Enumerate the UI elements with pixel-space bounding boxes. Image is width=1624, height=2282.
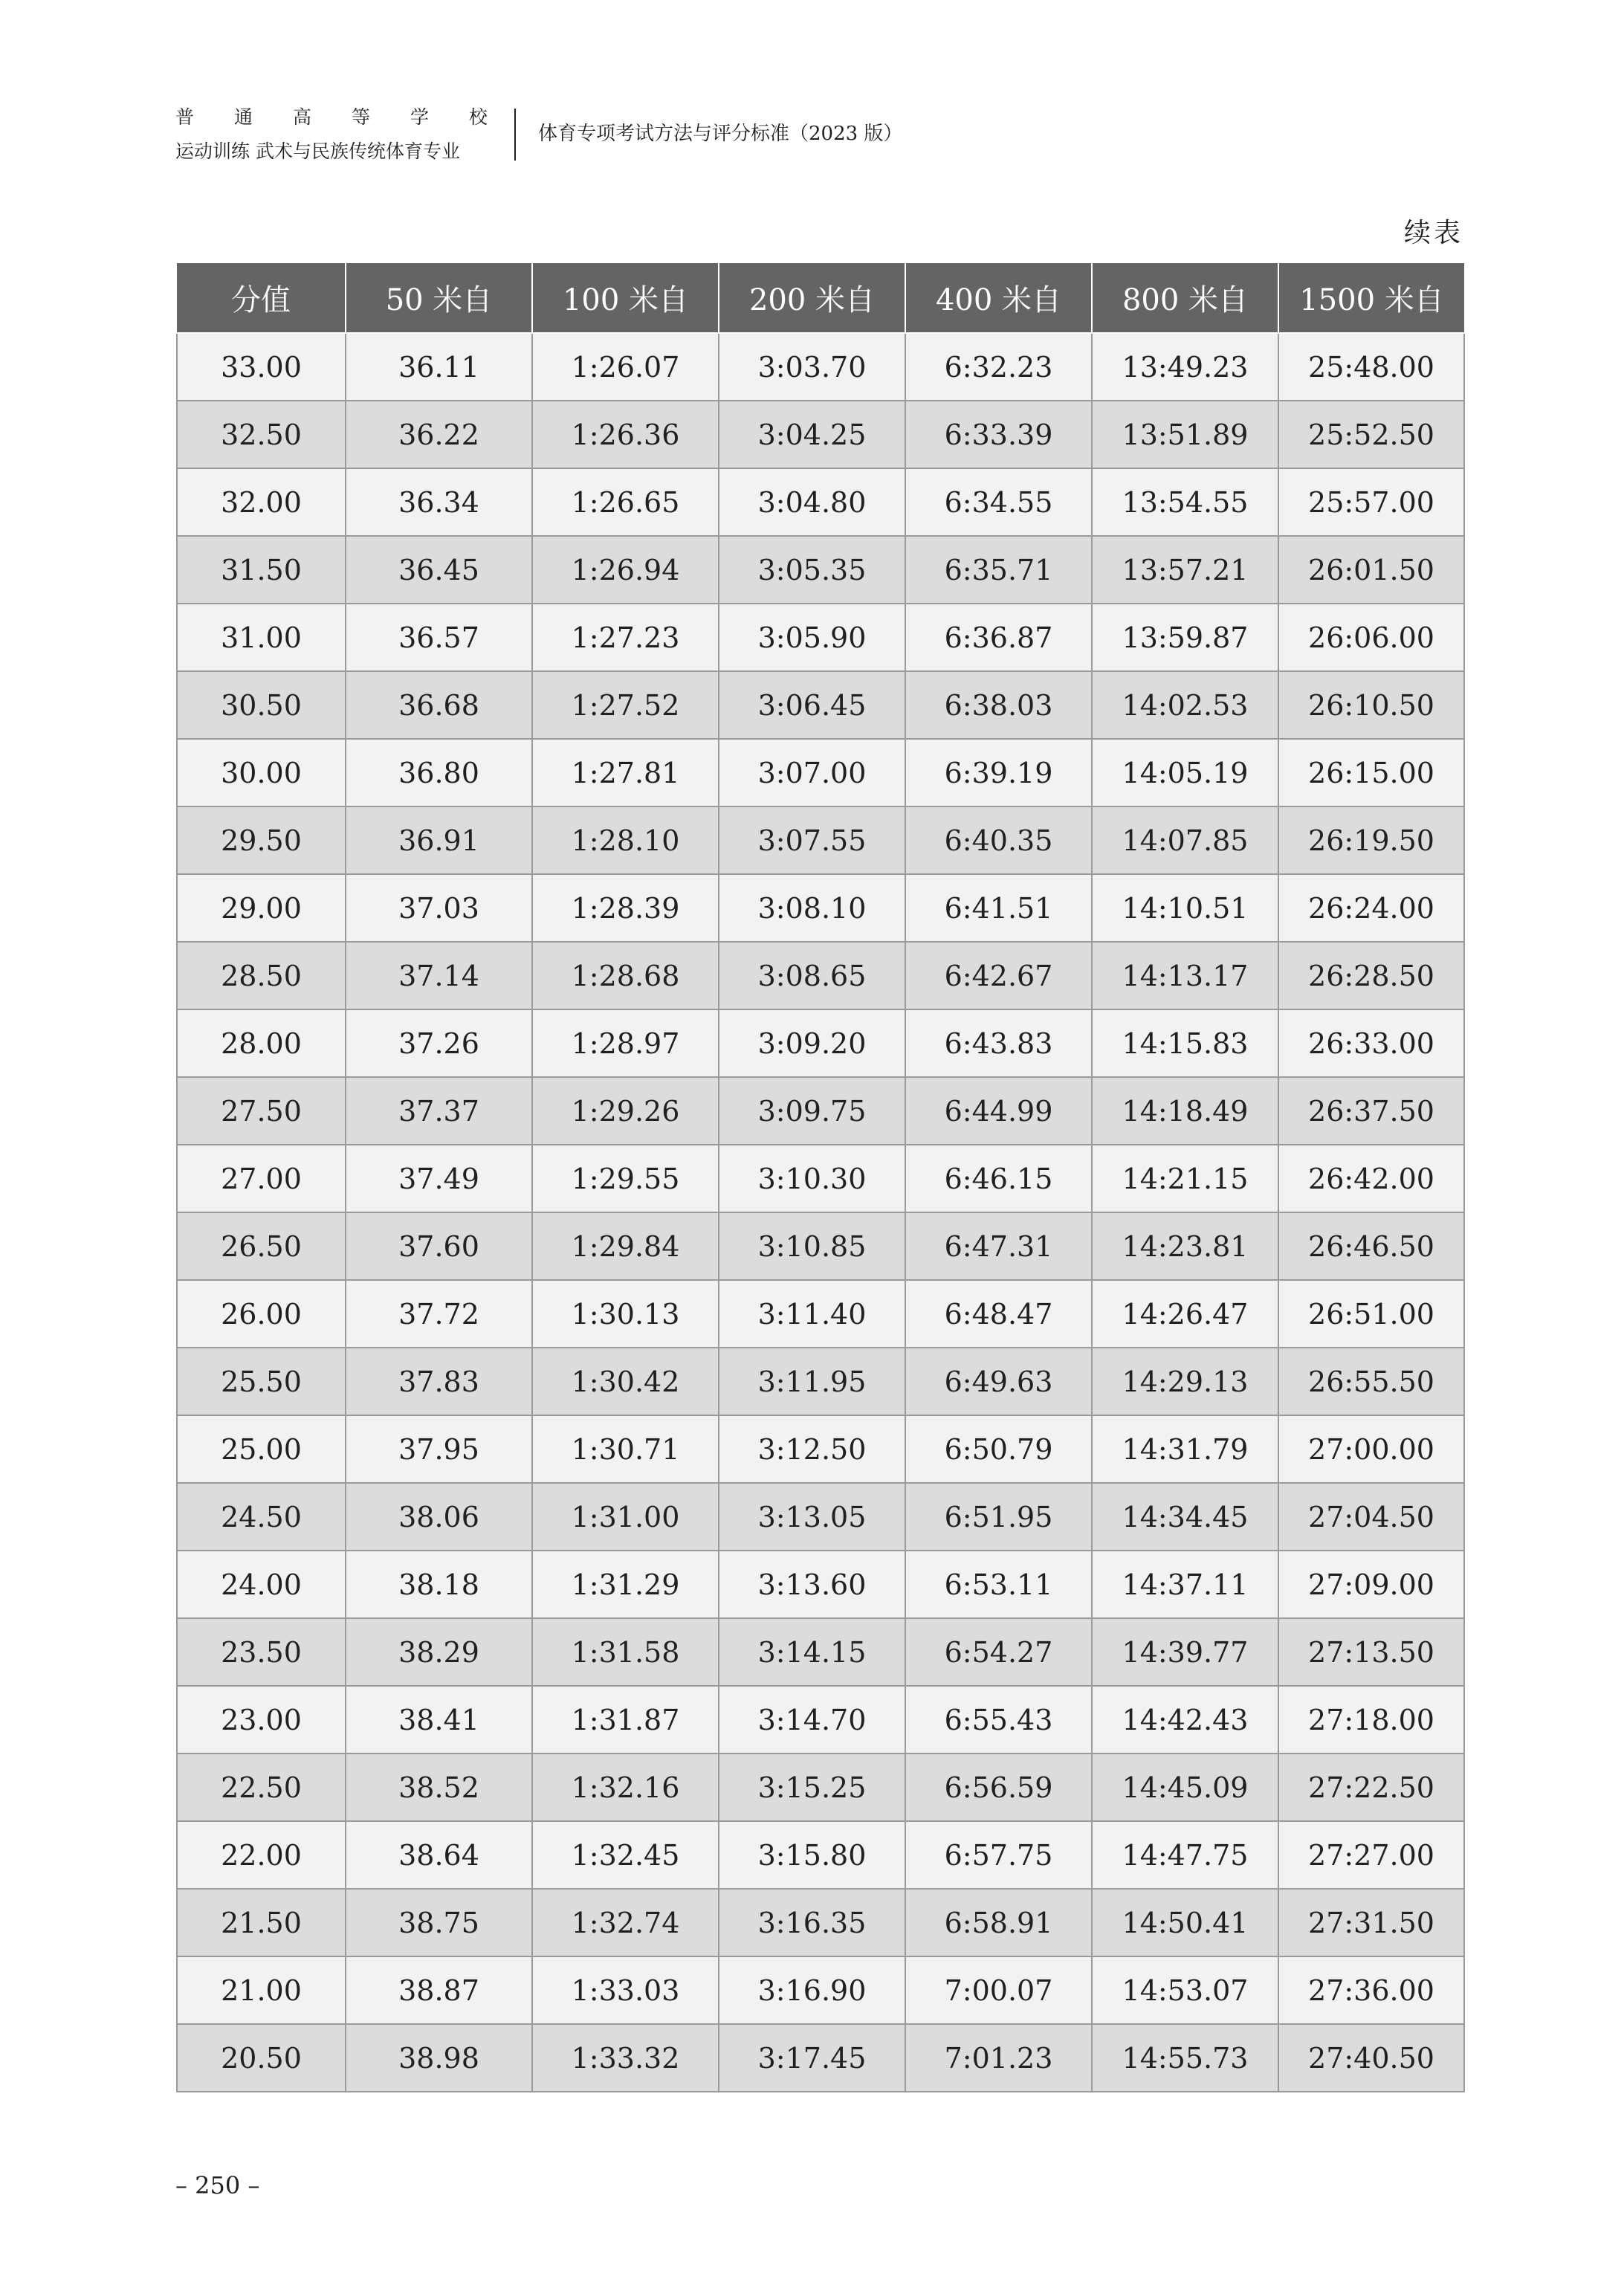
time-cell: 6:47.31 bbox=[905, 1212, 1092, 1280]
school-char: 通 bbox=[233, 106, 253, 128]
time-cell: 7:01.23 bbox=[905, 2024, 1092, 2092]
score-cell: 24.00 bbox=[177, 1551, 346, 1618]
time-cell: 3:10.85 bbox=[719, 1212, 905, 1280]
time-cell: 38.98 bbox=[346, 2024, 532, 2092]
time-cell: 14:42.43 bbox=[1092, 1686, 1278, 1753]
school-char: 校 bbox=[468, 106, 488, 128]
time-cell: 26:06.00 bbox=[1278, 604, 1464, 671]
time-cell: 14:13.17 bbox=[1092, 942, 1278, 1009]
time-cell: 3:10.30 bbox=[719, 1145, 905, 1212]
table-row bbox=[177, 1753, 1464, 1821]
time-cell: 1:27.52 bbox=[532, 671, 719, 739]
table-row bbox=[177, 1483, 1464, 1551]
time-cell: 27:36.00 bbox=[1278, 1956, 1464, 2024]
score-cell: 20.50 bbox=[177, 2024, 346, 2092]
score-cell: 29.00 bbox=[177, 874, 346, 942]
time-cell: 36.91 bbox=[346, 807, 532, 874]
score-cell: 26.00 bbox=[177, 1280, 346, 1348]
time-cell: 37.14 bbox=[346, 942, 532, 1009]
time-cell: 1:26.36 bbox=[532, 401, 719, 468]
time-cell: 14:53.07 bbox=[1092, 1956, 1278, 2024]
time-cell: 6:51.95 bbox=[905, 1483, 1092, 1551]
time-cell: 27:18.00 bbox=[1278, 1686, 1464, 1753]
table-row bbox=[177, 807, 1464, 874]
time-cell: 14:02.53 bbox=[1092, 671, 1278, 739]
time-cell: 3:11.95 bbox=[719, 1348, 905, 1415]
score-cell: 24.50 bbox=[177, 1483, 346, 1551]
time-cell: 13:59.87 bbox=[1092, 604, 1278, 671]
school-char: 高 bbox=[292, 106, 311, 128]
time-cell: 1:31.87 bbox=[532, 1686, 719, 1753]
table-row bbox=[177, 1280, 1464, 1348]
time-cell: 3:17.45 bbox=[719, 2024, 905, 2092]
time-cell: 26:42.00 bbox=[1278, 1145, 1464, 1212]
time-cell: 36.80 bbox=[346, 739, 532, 807]
score-cell: 32.00 bbox=[177, 468, 346, 536]
school-type-label bbox=[175, 104, 488, 131]
time-cell: 3:07.55 bbox=[719, 807, 905, 874]
time-cell: 3:12.50 bbox=[719, 1415, 905, 1483]
time-cell: 3:06.45 bbox=[719, 671, 905, 739]
table-row bbox=[177, 2024, 1464, 2092]
score-cell: 21.00 bbox=[177, 1956, 346, 2024]
time-cell: 37.60 bbox=[346, 1212, 532, 1280]
table-row bbox=[177, 874, 1464, 942]
time-cell: 25:57.00 bbox=[1278, 468, 1464, 536]
time-cell: 6:42.67 bbox=[905, 942, 1092, 1009]
time-cell: 37.83 bbox=[346, 1348, 532, 1415]
time-cell: 3:14.15 bbox=[719, 1618, 905, 1686]
time-cell: 26:55.50 bbox=[1278, 1348, 1464, 1415]
time-cell: 27:00.00 bbox=[1278, 1415, 1464, 1483]
time-cell: 1:32.16 bbox=[532, 1753, 719, 1821]
table-row bbox=[177, 1821, 1464, 1889]
table-row bbox=[177, 942, 1464, 1009]
time-cell: 37.03 bbox=[346, 874, 532, 942]
time-cell: 6:35.71 bbox=[905, 536, 1092, 604]
table-row bbox=[177, 1348, 1464, 1415]
time-cell: 38.64 bbox=[346, 1821, 532, 1889]
time-cell: 14:10.51 bbox=[1092, 874, 1278, 942]
time-cell: 27:40.50 bbox=[1278, 2024, 1464, 2092]
major-label: 运动训练 武术与民族传统体育专业 bbox=[175, 140, 460, 162]
time-cell: 27:22.50 bbox=[1278, 1753, 1464, 1821]
time-cell: 13:57.21 bbox=[1092, 536, 1278, 604]
score-cell: 27.50 bbox=[177, 1077, 346, 1145]
time-cell: 37.37 bbox=[346, 1077, 532, 1145]
time-cell: 14:31.79 bbox=[1092, 1415, 1278, 1483]
column-header: 50 米自 bbox=[346, 263, 532, 333]
time-cell: 14:18.49 bbox=[1092, 1077, 1278, 1145]
school-char: 普 bbox=[175, 106, 195, 128]
time-cell: 38.52 bbox=[346, 1753, 532, 1821]
time-cell: 1:31.29 bbox=[532, 1551, 719, 1618]
time-cell: 13:51.89 bbox=[1092, 401, 1278, 468]
column-header: 200 米自 bbox=[719, 263, 905, 333]
time-cell: 7:00.07 bbox=[905, 1956, 1092, 2024]
time-cell: 14:05.19 bbox=[1092, 739, 1278, 807]
time-cell: 6:56.59 bbox=[905, 1753, 1092, 1821]
table-row bbox=[177, 1009, 1464, 1077]
time-cell: 1:26.65 bbox=[532, 468, 719, 536]
time-cell: 3:13.05 bbox=[719, 1483, 905, 1551]
time-cell: 1:28.10 bbox=[532, 807, 719, 874]
time-cell: 1:29.55 bbox=[532, 1145, 719, 1212]
time-cell: 1:29.84 bbox=[532, 1212, 719, 1280]
time-cell: 14:15.83 bbox=[1092, 1009, 1278, 1077]
time-cell: 1:31.00 bbox=[532, 1483, 719, 1551]
time-cell: 6:55.43 bbox=[905, 1686, 1092, 1753]
time-cell: 3:03.70 bbox=[719, 333, 905, 401]
time-cell: 13:54.55 bbox=[1092, 468, 1278, 536]
score-cell: 26.50 bbox=[177, 1212, 346, 1280]
time-cell: 1:32.45 bbox=[532, 1821, 719, 1889]
time-cell: 1:30.71 bbox=[532, 1415, 719, 1483]
time-cell: 37.72 bbox=[346, 1280, 532, 1348]
score-cell: 33.00 bbox=[177, 333, 346, 401]
score-cell: 28.00 bbox=[177, 1009, 346, 1077]
time-cell: 14:21.15 bbox=[1092, 1145, 1278, 1212]
score-table bbox=[176, 263, 1465, 2092]
time-cell: 14:50.41 bbox=[1092, 1889, 1278, 1956]
score-cell: 31.00 bbox=[177, 604, 346, 671]
time-cell: 25:52.50 bbox=[1278, 401, 1464, 468]
time-cell: 6:41.51 bbox=[905, 874, 1092, 942]
time-cell: 26:01.50 bbox=[1278, 536, 1464, 604]
time-cell: 1:33.03 bbox=[532, 1956, 719, 2024]
time-cell: 38.75 bbox=[346, 1889, 532, 1956]
time-cell: 3:09.20 bbox=[719, 1009, 905, 1077]
time-cell: 14:34.45 bbox=[1092, 1483, 1278, 1551]
time-cell: 3:08.65 bbox=[719, 942, 905, 1009]
time-cell: 14:47.75 bbox=[1092, 1821, 1278, 1889]
time-cell: 36.45 bbox=[346, 536, 532, 604]
time-cell: 14:23.81 bbox=[1092, 1212, 1278, 1280]
time-cell: 1:28.97 bbox=[532, 1009, 719, 1077]
school-char: 学 bbox=[410, 106, 429, 128]
table-row bbox=[177, 333, 1464, 401]
time-cell: 27:04.50 bbox=[1278, 1483, 1464, 1551]
table-row bbox=[177, 739, 1464, 807]
table-row bbox=[177, 1889, 1464, 1956]
column-header: 100 米自 bbox=[532, 263, 719, 333]
time-cell: 6:57.75 bbox=[905, 1821, 1092, 1889]
time-cell: 37.26 bbox=[346, 1009, 532, 1077]
time-cell: 3:08.10 bbox=[719, 874, 905, 942]
time-cell: 6:36.87 bbox=[905, 604, 1092, 671]
score-cell: 30.50 bbox=[177, 671, 346, 739]
score-cell: 30.00 bbox=[177, 739, 346, 807]
table-row bbox=[177, 401, 1464, 468]
table-row bbox=[177, 1686, 1464, 1753]
time-cell: 6:34.55 bbox=[905, 468, 1092, 536]
time-cell: 26:24.00 bbox=[1278, 874, 1464, 942]
column-header: 400 米自 bbox=[905, 263, 1092, 333]
time-cell: 1:31.58 bbox=[532, 1618, 719, 1686]
time-cell: 14:39.77 bbox=[1092, 1618, 1278, 1686]
score-cell: 22.50 bbox=[177, 1753, 346, 1821]
time-cell: 13:49.23 bbox=[1092, 333, 1278, 401]
time-cell: 6:58.91 bbox=[905, 1889, 1092, 1956]
time-cell: 6:33.39 bbox=[905, 401, 1092, 468]
time-cell: 1:28.39 bbox=[532, 874, 719, 942]
time-cell: 14:07.85 bbox=[1092, 807, 1278, 874]
time-cell: 26:33.00 bbox=[1278, 1009, 1464, 1077]
table-row bbox=[177, 1956, 1464, 2024]
score-cell: 28.50 bbox=[177, 942, 346, 1009]
time-cell: 3:05.90 bbox=[719, 604, 905, 671]
time-cell: 27:31.50 bbox=[1278, 1889, 1464, 1956]
time-cell: 14:26.47 bbox=[1092, 1280, 1278, 1348]
time-cell: 1:27.23 bbox=[532, 604, 719, 671]
time-cell: 1:30.42 bbox=[532, 1348, 719, 1415]
time-cell: 3:14.70 bbox=[719, 1686, 905, 1753]
time-cell: 27:13.50 bbox=[1278, 1618, 1464, 1686]
time-cell: 3:16.90 bbox=[719, 1956, 905, 2024]
time-cell: 38.29 bbox=[346, 1618, 532, 1686]
time-cell: 37.49 bbox=[346, 1145, 532, 1212]
time-cell: 3:04.80 bbox=[719, 468, 905, 536]
score-cell: 25.00 bbox=[177, 1415, 346, 1483]
time-cell: 36.57 bbox=[346, 604, 532, 671]
time-cell: 1:27.81 bbox=[532, 739, 719, 807]
time-cell: 6:53.11 bbox=[905, 1551, 1092, 1618]
time-cell: 26:46.50 bbox=[1278, 1212, 1464, 1280]
time-cell: 1:29.26 bbox=[532, 1077, 719, 1145]
page-number: – 250 – bbox=[175, 2171, 260, 2199]
time-cell: 38.41 bbox=[346, 1686, 532, 1753]
time-cell: 26:10.50 bbox=[1278, 671, 1464, 739]
time-cell: 14:29.13 bbox=[1092, 1348, 1278, 1415]
time-cell: 36.11 bbox=[346, 333, 532, 401]
time-cell: 26:15.00 bbox=[1278, 739, 1464, 807]
time-cell: 38.06 bbox=[346, 1483, 532, 1551]
time-cell: 6:50.79 bbox=[905, 1415, 1092, 1483]
time-cell: 26:51.00 bbox=[1278, 1280, 1464, 1348]
score-cell: 21.50 bbox=[177, 1889, 346, 1956]
time-cell: 1:32.74 bbox=[532, 1889, 719, 1956]
time-cell: 38.87 bbox=[346, 1956, 532, 2024]
time-cell: 6:32.23 bbox=[905, 333, 1092, 401]
score-cell: 23.50 bbox=[177, 1618, 346, 1686]
running-header-left bbox=[175, 104, 495, 168]
time-cell: 3:13.60 bbox=[719, 1551, 905, 1618]
continued-label: 续表 bbox=[1403, 218, 1463, 248]
score-cell: 32.50 bbox=[177, 401, 346, 468]
time-cell: 26:37.50 bbox=[1278, 1077, 1464, 1145]
time-cell: 36.22 bbox=[346, 401, 532, 468]
score-cell: 25.50 bbox=[177, 1348, 346, 1415]
time-cell: 36.34 bbox=[346, 468, 532, 536]
time-cell: 6:38.03 bbox=[905, 671, 1092, 739]
school-char: 等 bbox=[351, 106, 370, 128]
table-row bbox=[177, 1145, 1464, 1212]
time-cell: 6:39.19 bbox=[905, 739, 1092, 807]
time-cell: 1:30.13 bbox=[532, 1280, 719, 1348]
time-cell: 6:40.35 bbox=[905, 807, 1092, 874]
time-cell: 37.95 bbox=[346, 1415, 532, 1483]
score-cell: 23.00 bbox=[177, 1686, 346, 1753]
score-cell: 29.50 bbox=[177, 807, 346, 874]
time-cell: 14:37.11 bbox=[1092, 1551, 1278, 1618]
time-cell: 6:44.99 bbox=[905, 1077, 1092, 1145]
table-body bbox=[177, 333, 1464, 2092]
score-cell: 22.00 bbox=[177, 1821, 346, 1889]
column-header: 1500 米自 bbox=[1278, 263, 1464, 333]
time-cell: 27:27.00 bbox=[1278, 1821, 1464, 1889]
time-cell: 3:05.35 bbox=[719, 536, 905, 604]
time-cell: 1:33.32 bbox=[532, 2024, 719, 2092]
score-cell: 31.50 bbox=[177, 536, 346, 604]
time-cell: 3:09.75 bbox=[719, 1077, 905, 1145]
time-cell: 1:26.07 bbox=[532, 333, 719, 401]
table-row bbox=[177, 536, 1464, 604]
time-cell: 3:07.00 bbox=[719, 739, 905, 807]
time-cell: 14:55.73 bbox=[1092, 2024, 1278, 2092]
table-row bbox=[177, 671, 1464, 739]
time-cell: 3:11.40 bbox=[719, 1280, 905, 1348]
time-cell: 6:43.83 bbox=[905, 1009, 1092, 1077]
table-row bbox=[177, 1415, 1464, 1483]
time-cell: 3:15.80 bbox=[719, 1821, 905, 1889]
score-cell: 27.00 bbox=[177, 1145, 346, 1212]
time-cell: 26:19.50 bbox=[1278, 807, 1464, 874]
table-row bbox=[177, 604, 1464, 671]
running-header-title: 体育专项考试方法与评分标准（2023 版） bbox=[538, 123, 903, 145]
time-cell: 6:48.47 bbox=[905, 1280, 1092, 1348]
time-cell: 3:16.35 bbox=[719, 1889, 905, 1956]
time-cell: 3:15.25 bbox=[719, 1753, 905, 1821]
time-cell: 25:48.00 bbox=[1278, 333, 1464, 401]
time-cell: 6:46.15 bbox=[905, 1145, 1092, 1212]
column-header: 800 米自 bbox=[1092, 263, 1278, 333]
time-cell: 1:26.94 bbox=[532, 536, 719, 604]
time-cell: 3:04.25 bbox=[719, 401, 905, 468]
column-header: 分值 bbox=[177, 263, 346, 333]
table-row bbox=[177, 1551, 1464, 1618]
table-row bbox=[177, 1618, 1464, 1686]
table-row bbox=[177, 1212, 1464, 1280]
table-row bbox=[177, 1077, 1464, 1145]
time-cell: 38.18 bbox=[346, 1551, 532, 1618]
time-cell: 1:28.68 bbox=[532, 942, 719, 1009]
time-cell: 36.68 bbox=[346, 671, 532, 739]
time-cell: 27:09.00 bbox=[1278, 1551, 1464, 1618]
time-cell: 26:28.50 bbox=[1278, 942, 1464, 1009]
time-cell: 14:45.09 bbox=[1092, 1753, 1278, 1821]
time-cell: 6:49.63 bbox=[905, 1348, 1092, 1415]
time-cell: 6:54.27 bbox=[905, 1618, 1092, 1686]
table-row bbox=[177, 468, 1464, 536]
header-divider bbox=[514, 109, 516, 161]
table-header-row bbox=[177, 263, 1464, 333]
